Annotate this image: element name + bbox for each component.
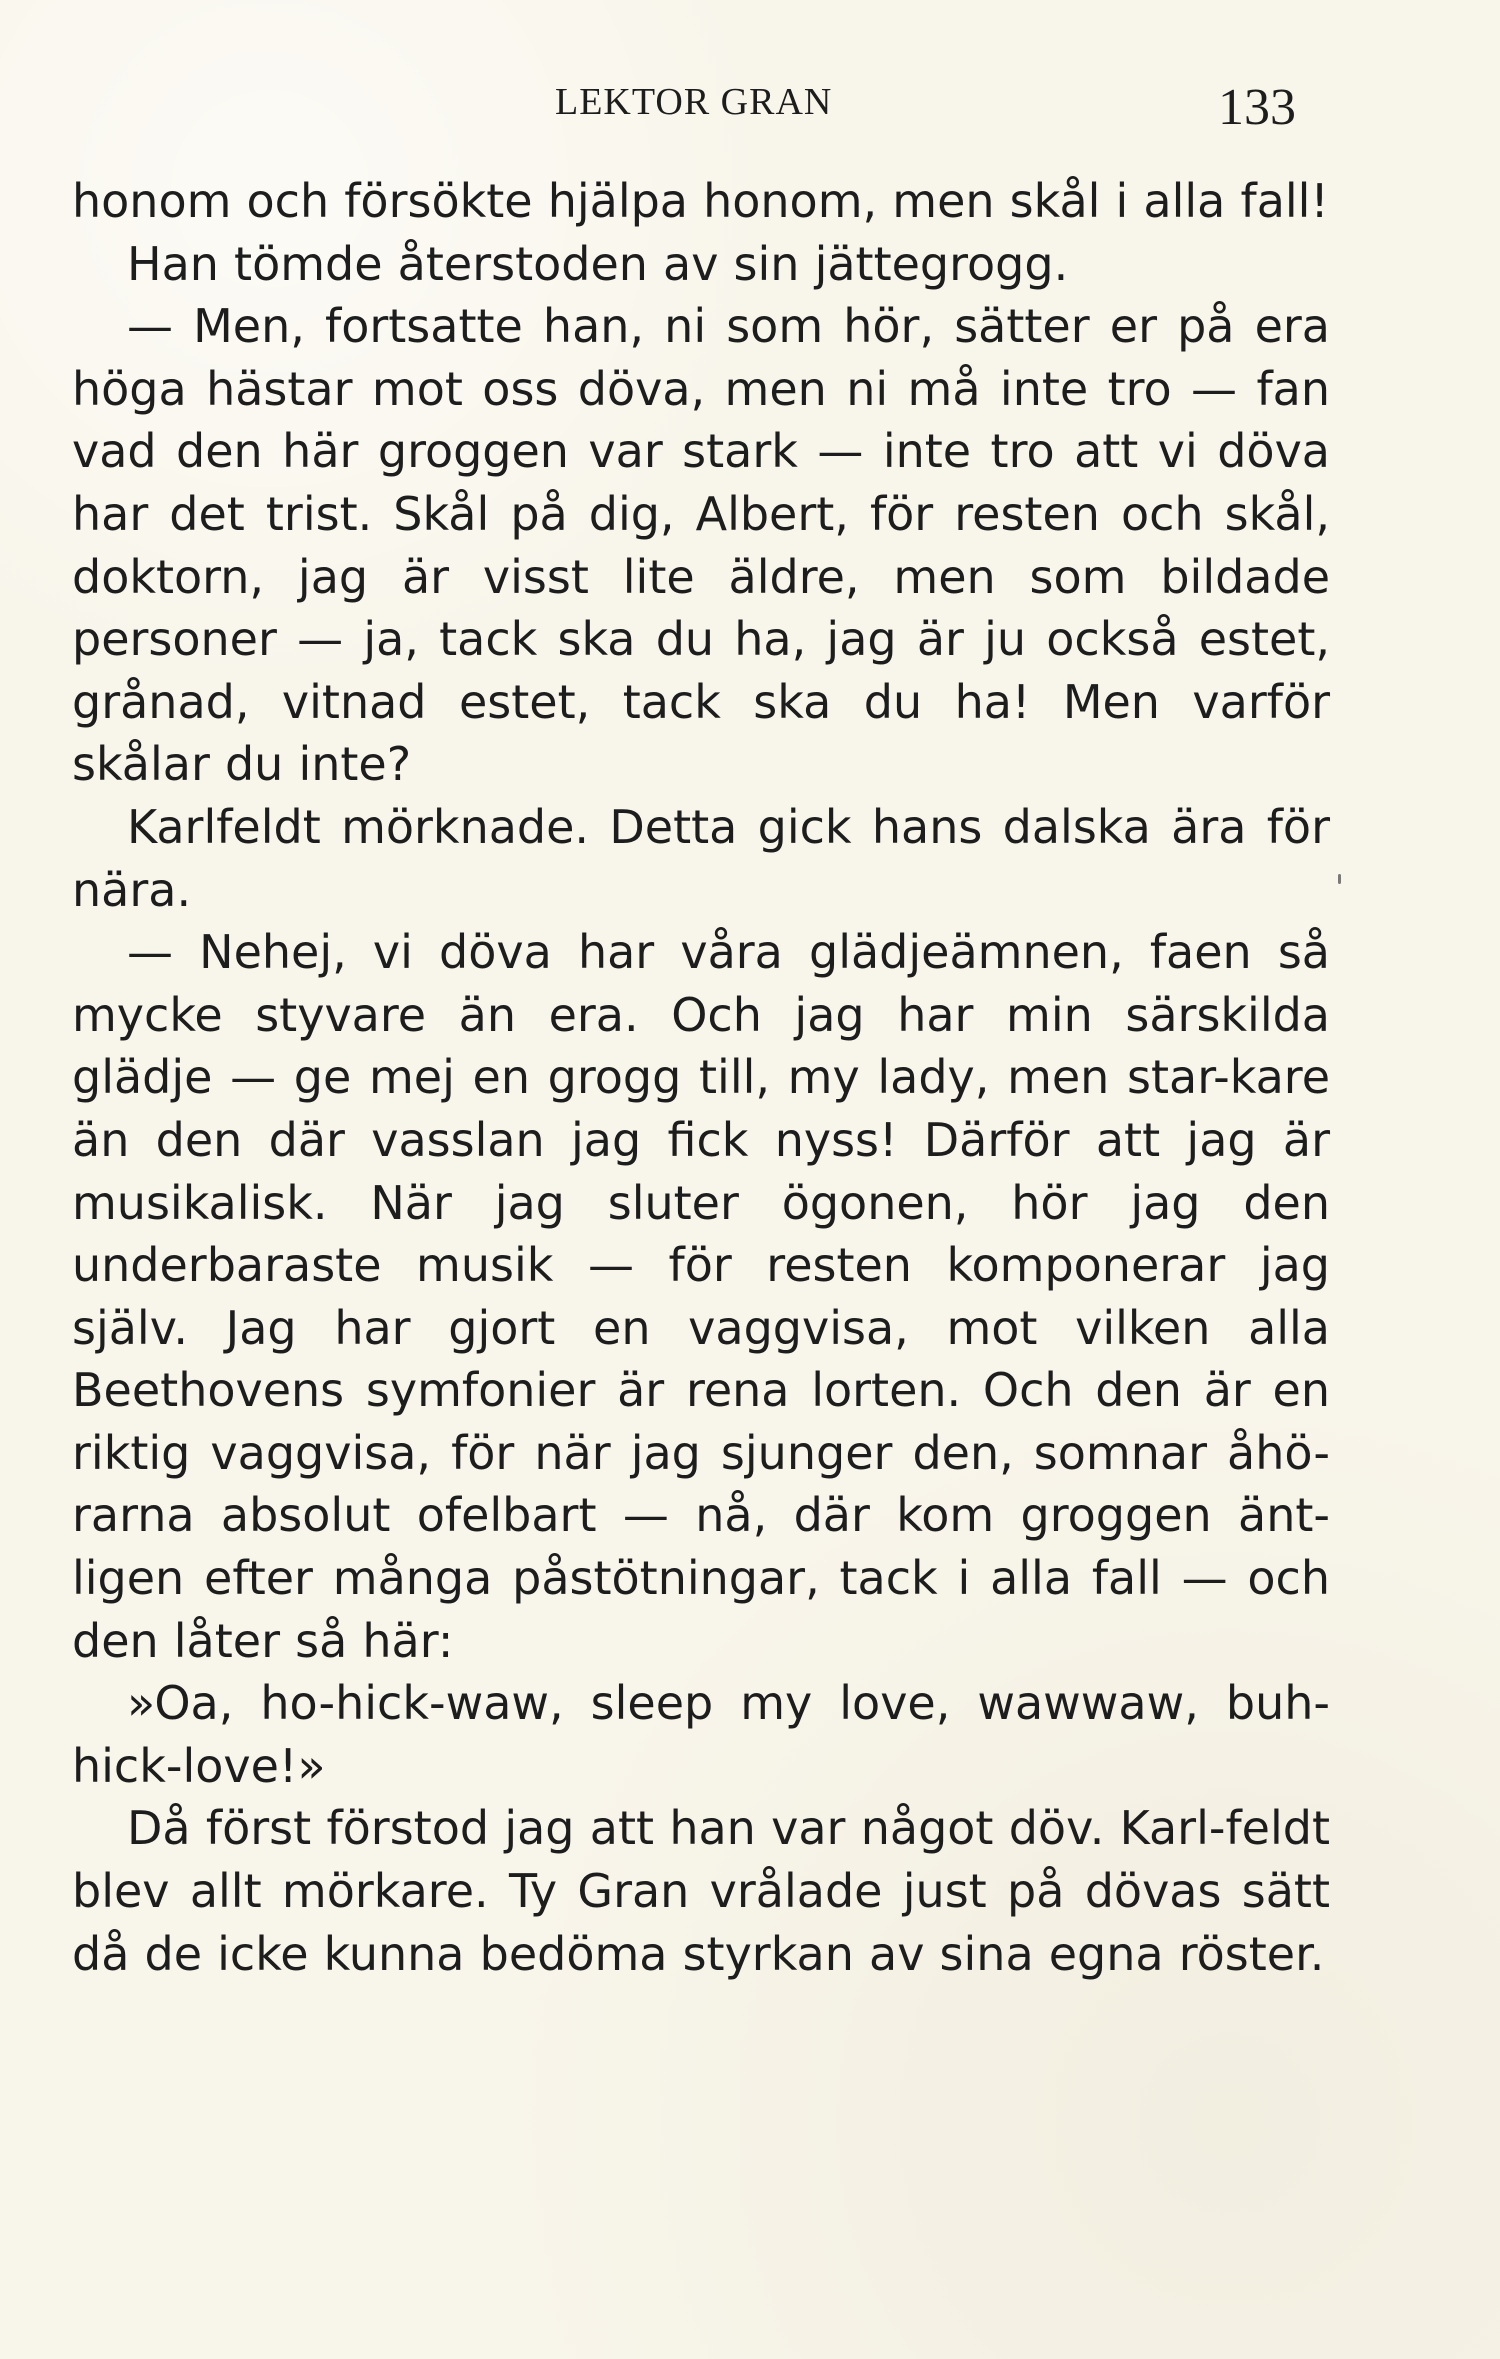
- paper-speck: [1338, 874, 1341, 884]
- page-number: 133: [1218, 79, 1296, 136]
- paragraph-dialogue-2: — Nehej, vi döva har våra glädjeämnen, faen så mycke styvare än era. Och jag har min särskilda glädje — ge mej en grogg till, my lady, men star-kare än den där vasslan jag fick nyss! Därför att jag är musikalisk. När jag sluter ögonen, hör jag den underbaraste musik — för resten komponerar jag själv. Jag har gjort en vaggvisa, mot vilken alla Beethovens symfonier är rena lorten. Och den är en riktig vaggvisa, för när jag sjunger den, somnar åhö-rarna absolut ofelbart — nå, där kom groggen änt-ligen efter många påstötningar, tack i alla fall — och den låter så här:: [72, 925, 1330, 1668]
- paragraph-conclusion: Då först förstod jag att han var något döv. Karl-feldt blev allt mörkare. Ty Gran vrålade just på dövas sätt då de icke kunna bedöma styrkan av sina egna röster.: [72, 1801, 1330, 1981]
- running-head: LEKTOR GRAN: [555, 81, 833, 123]
- paragraph-karlfeldt: Karlfeldt mörknade. Detta gick hans dalska ära för nära.: [72, 799, 1330, 917]
- paragraph-grogg: Han tömde återstoden av sin jättegrogg.: [127, 236, 1069, 291]
- body-text: [72, 170, 1330, 1985]
- paragraph-dialogue-1: — Men, fortsatte han, ni som hör, sätter er på era höga hästar mot oss döva, men ni må inte tro — fan vad den här groggen var stark — inte tro att vi döva har det trist. Skål på dig, Albert, för resten och skål, doktorn, jag är visst lite äldre, men som bildade personer — ja, tack ska du ha, jag är ju också estet, grånad, vitnad estet, tack ska du ha! Men varför skålar du inte?: [72, 299, 1330, 792]
- paragraph-continuation: honom och försökte hjälpa honom, men skål i alla fall!: [72, 174, 1329, 228]
- paragraph-song: »Oa, ho-hick-waw, sleep my love, wawwaw, buh-hick-love!»: [72, 1676, 1330, 1793]
